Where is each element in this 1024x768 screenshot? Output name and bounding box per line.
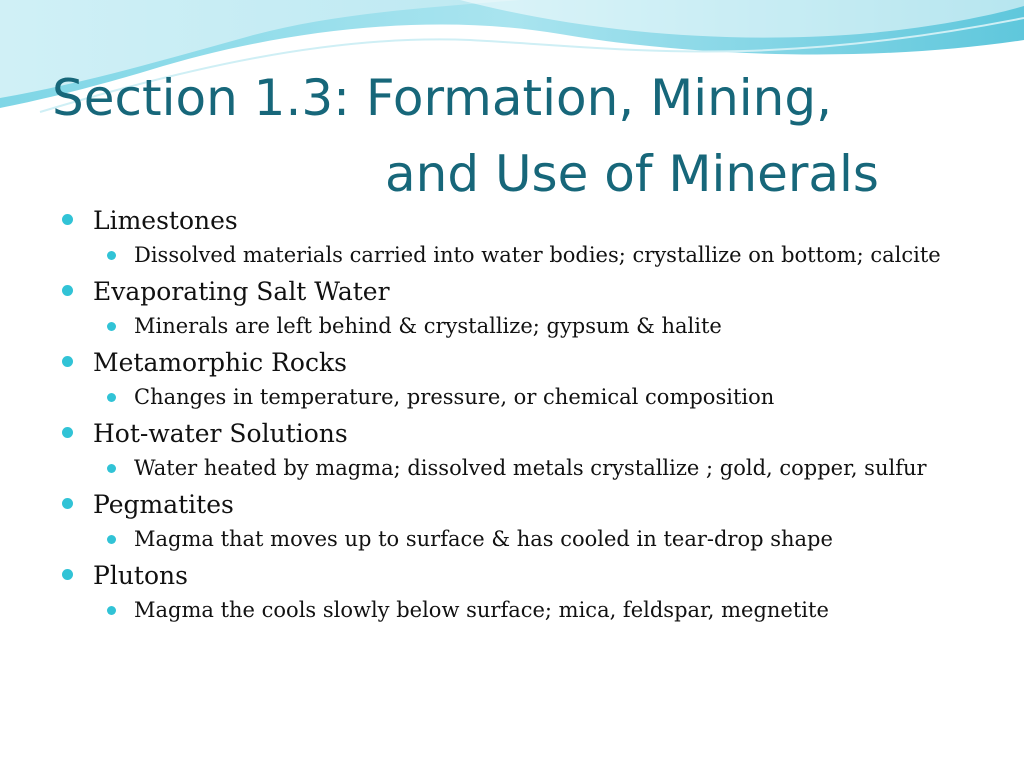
sub-bullet [93, 595, 982, 626]
bullet-list [62, 200, 982, 628]
bullet-pegmatites [62, 488, 982, 555]
sub-bullet-text: Changes in temperature, pressure, or chemical composition [134, 385, 775, 409]
bullet-dot-icon [62, 427, 73, 438]
bullet-text: Plutons [93, 561, 188, 590]
bullet-dot-icon [62, 569, 73, 580]
title-line-1: Section 1.3: Formation, Mining, [52, 69, 833, 127]
sub-bullet [93, 240, 982, 271]
sub-bullet-text: Water heated by magma; dissolved metals crystallize ; gold, copper, sulfur [134, 456, 927, 480]
sub-bullet [93, 382, 982, 413]
bullet-text: Pegmatites [93, 490, 234, 519]
sub-bullet-dot-icon [107, 393, 116, 402]
bullet-text: Metamorphic Rocks [93, 348, 347, 377]
sub-bullet-dot-icon [107, 251, 116, 260]
sub-bullet [93, 524, 982, 555]
sub-bullet [93, 453, 982, 484]
sub-bullet-dot-icon [107, 464, 116, 473]
bullet-dot-icon [62, 498, 73, 509]
sub-bullet-dot-icon [107, 535, 116, 544]
bullet-dot-icon [62, 285, 73, 296]
sub-bullet-text: Dissolved materials carried into water bodies; crystallize on bottom; calcite [134, 243, 941, 267]
bullet-text: Hot-water Solutions [93, 419, 348, 448]
slide-title [52, 60, 952, 212]
bullet-text: Evaporating Salt Water [93, 277, 390, 306]
sub-bullet-text: Minerals are left behind & crystallize; gypsum & halite [134, 314, 722, 338]
bullet-dot-icon [62, 356, 73, 367]
sub-bullet-dot-icon [107, 606, 116, 615]
bullet-text: Limestones [93, 206, 238, 235]
sub-bullet [93, 311, 982, 342]
sub-bullet-text: Magma that moves up to surface & has cooled in tear-drop shape [134, 527, 833, 551]
title-line-2: and Use of Minerals [385, 145, 879, 203]
bullet-limestones [62, 204, 982, 271]
bullet-metamorphic-rocks [62, 346, 982, 413]
bullet-plutons [62, 559, 982, 626]
sub-bullet-text: Magma the cools slowly below surface; mica, feldspar, megnetite [134, 598, 829, 622]
sub-bullet-dot-icon [107, 322, 116, 331]
bullet-hot-water-solutions [62, 417, 982, 484]
bullet-evaporating-salt-water [62, 275, 982, 342]
bullet-dot-icon [62, 214, 73, 225]
